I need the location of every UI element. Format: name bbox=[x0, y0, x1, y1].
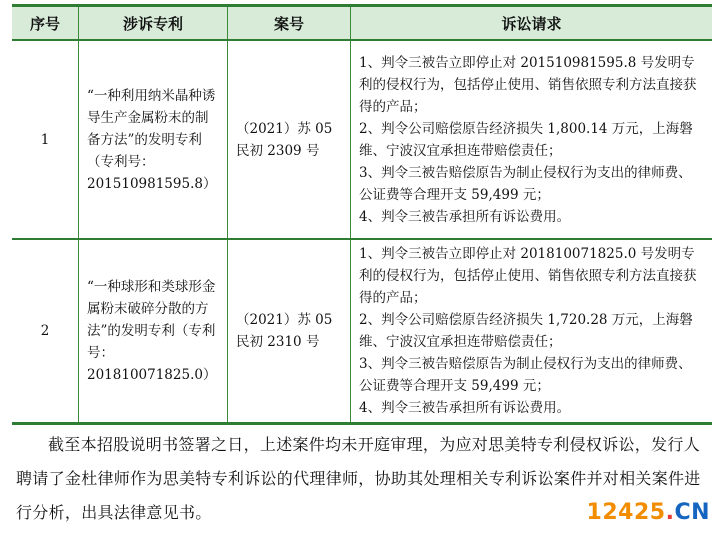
watermark-dot: . bbox=[665, 500, 675, 525]
header-claims: 诉讼请求 bbox=[351, 7, 713, 40]
row-claims bbox=[351, 40, 713, 239]
claim-item: 4、判令三被告承担所有诉讼费用。 bbox=[359, 208, 571, 225]
claim-item: 1、判令三被告立即停止对 201510981595.8 号发明专利的侵权行为，包括停止使用、销售依照专利方法直接获得的产品； bbox=[359, 54, 697, 115]
row-case-no: （2021）苏 05 民初 2309 号 bbox=[228, 40, 351, 239]
row-serial: 2 bbox=[12, 239, 79, 422]
table-row bbox=[12, 239, 712, 422]
site-watermark bbox=[587, 500, 710, 525]
header-serial: 序号 bbox=[12, 7, 79, 40]
claim-item: 2、判令公司赔偿原告经济损失 1,720.28 万元，上海磐维、宁波汉宜承担连带赔偿责任； bbox=[359, 312, 693, 350]
watermark-tld: CN bbox=[674, 500, 710, 525]
claim-item: 2、判令公司赔偿原告经济损失 1,800.14 万元，上海磐维、宁波汉宜承担连带赔偿责任； bbox=[359, 120, 693, 159]
row-claims bbox=[351, 239, 713, 422]
litigation-table bbox=[12, 4, 712, 425]
header-case-no: 案号 bbox=[228, 7, 351, 40]
claim-item: 3、判令三被告赔偿原告为制止侵权行为支出的律师费、公证费等合理开支 59,499 元； bbox=[359, 356, 692, 394]
row-case-no: （2021）苏 05 民初 2310 号 bbox=[228, 239, 351, 422]
body-paragraph: 截至本招股说明书签署之日，上述案件均未开庭审理，为应对思美特专利侵权诉讼，发行人聘请了金杜律师作为思美特专利诉讼的代理律师，协助其处理相关专利诉讼案件并对相关案件进行分析，出具法律意见书。 bbox=[16, 435, 701, 522]
table-header-row bbox=[12, 7, 712, 40]
row-patent: “一种球形和类球形金属粉末破碎分散的方法”的发明专利（专利号：201810071825.0） bbox=[79, 239, 228, 422]
row-serial: 1 bbox=[12, 40, 79, 239]
table-row bbox=[12, 40, 712, 239]
header-patent: 涉诉专利 bbox=[79, 7, 228, 40]
watermark-number: 12425 bbox=[586, 500, 666, 525]
claim-item: 4、判令三被告承担所有诉讼费用。 bbox=[359, 400, 571, 416]
claim-item: 3、判令三被告赔偿原告为制止侵权行为支出的律师费、公证费等合理开支 59,499 元； bbox=[359, 164, 692, 203]
row-patent: “一种利用纳米晶种诱导生产金属粉末的制备方法”的发明专利（专利号：201510981595.8） bbox=[79, 40, 228, 239]
claim-item: 1、判令三被告立即停止对 201810071825.0 号发明专利的侵权行为，包括停止使用、销售依照专利方法直接获得的产品； bbox=[359, 246, 697, 306]
